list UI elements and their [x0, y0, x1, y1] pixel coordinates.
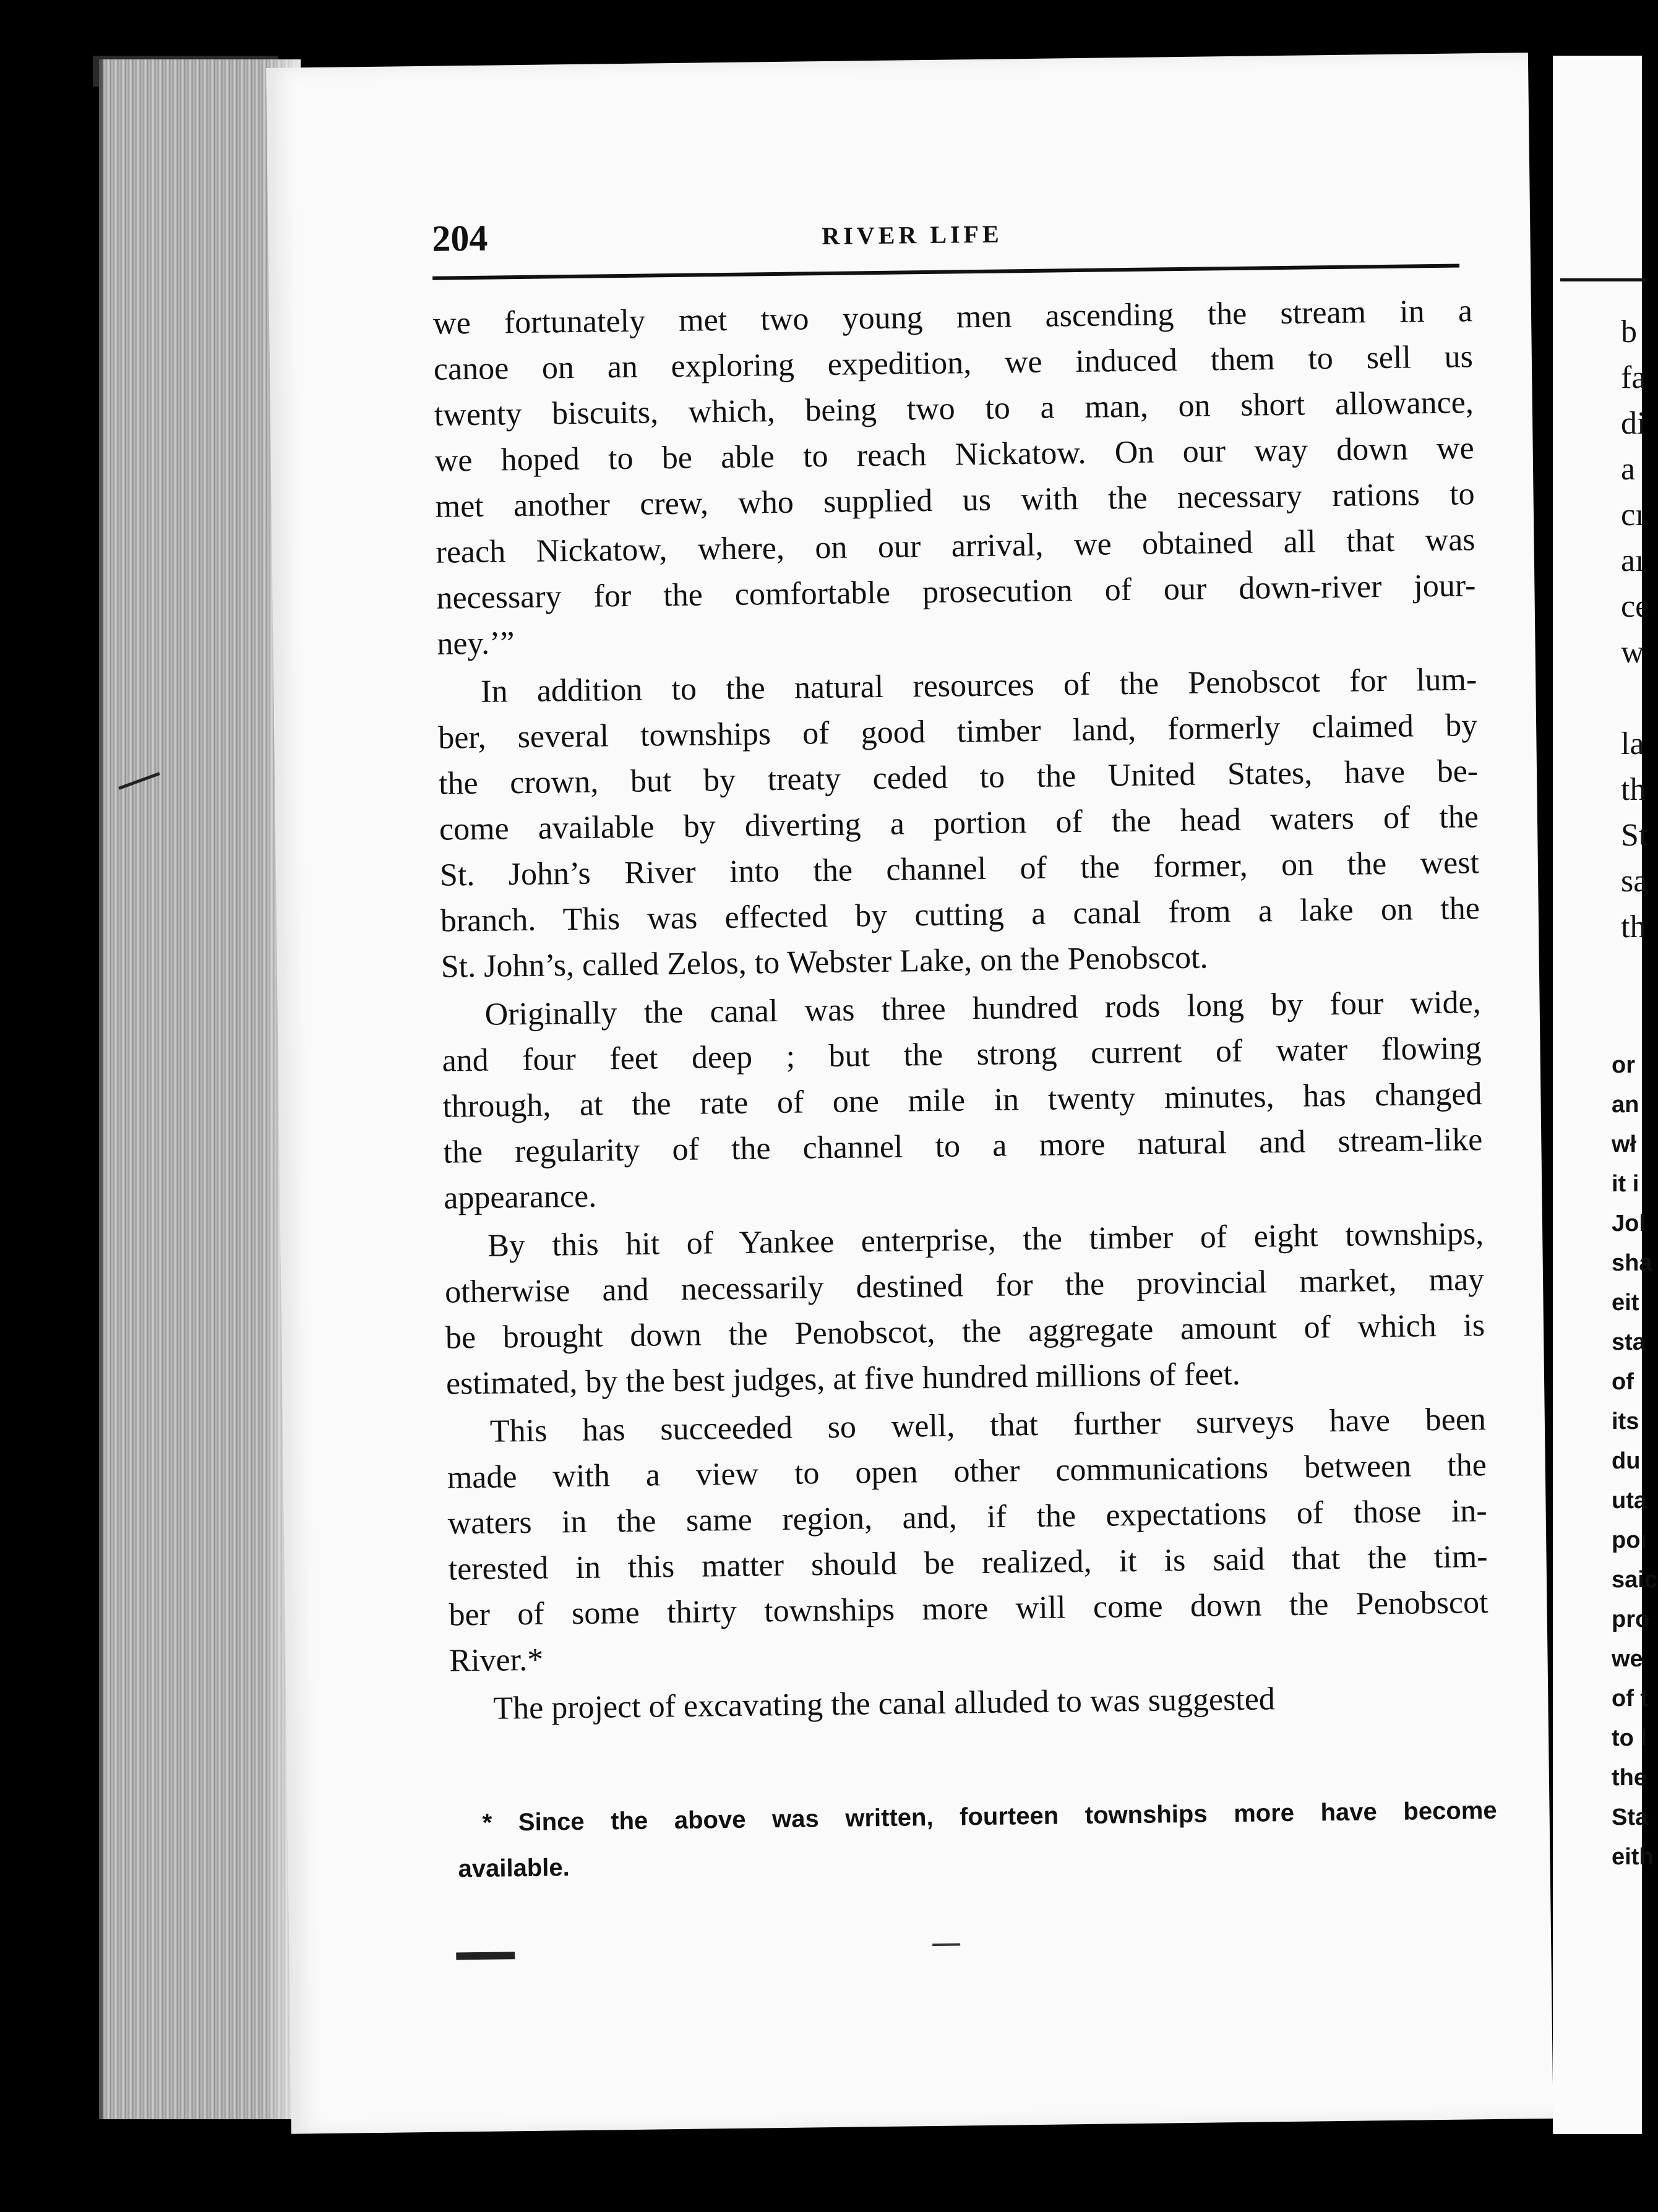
- facing-footnote-fragment: sha: [1612, 1250, 1652, 1276]
- facing-footnote-fragments: [1612, 1045, 1657, 1877]
- paragraph: [437, 657, 1480, 990]
- facing-footnote-fragment: uta: [1612, 1488, 1647, 1514]
- facing-text-fragment: th: [1621, 909, 1646, 945]
- text-line: reach Nickatow, where, on our arrival, we obtained all that was: [436, 522, 1475, 570]
- text-line: canoe on an exploring expedition, we induced them to sell us: [433, 339, 1474, 387]
- text-line: estimated, by the best judges, at five hundred millions of feet.: [445, 1356, 1241, 1402]
- facing-footnote-fragment: du: [1612, 1448, 1641, 1474]
- facing-footnote-fragment: sta: [1612, 1329, 1646, 1355]
- facing-footnote-fragment: eith: [1612, 1844, 1654, 1870]
- text-line: In addition to the natural resources of the Penobscot for lum-: [480, 662, 1477, 709]
- facing-footnote-fragment: Jol: [1612, 1211, 1646, 1237]
- facing-body-fragments: [1621, 309, 1658, 950]
- footnote-line: available.: [458, 1854, 570, 1883]
- text-line: come available by diverting a portion of the head waters of the: [439, 799, 1479, 847]
- text-line: made with a view to open other communications between the: [447, 1447, 1487, 1496]
- text-line: be brought down the Penobscot, the aggregate amount of which is: [445, 1308, 1485, 1356]
- footnote: [457, 1791, 1498, 1896]
- facing-footnote-fragment: of: [1612, 1369, 1634, 1395]
- paragraph: [450, 1674, 1490, 1733]
- text-line: waters in the same region, and, if the expectations of those in-: [447, 1493, 1487, 1541]
- text-line: ney.’”: [437, 625, 515, 662]
- text-line: River.*: [449, 1642, 544, 1679]
- facing-text-fragment: cı: [1621, 497, 1644, 533]
- text-line: the crown, but by treaty ceded to the United States, have be-: [438, 753, 1479, 802]
- text-line: This has succeeded so well, that further surveys have been: [489, 1402, 1487, 1449]
- facing-text-fragment: th: [1621, 772, 1646, 807]
- text-line: terested in this matter should be realized, it is said that the tim-: [448, 1539, 1488, 1587]
- text-line: St. John’s, called Zelos, to Webster Lake, on the Penobscot.: [440, 940, 1208, 985]
- left-page: [266, 53, 1553, 2134]
- footnote-line: * Since the above was written, fourteen townships more have become: [482, 1796, 1497, 1837]
- facing-text-fragment: di: [1621, 406, 1646, 441]
- facing-text-fragment: St: [1621, 818, 1648, 853]
- facing-footnote-fragment: or: [1612, 1052, 1635, 1078]
- facing-text-fragment: sa: [1621, 864, 1648, 899]
- text-line: the regularity of the channel to a more natural and stream-like: [443, 1122, 1483, 1170]
- page-number: 204: [431, 217, 488, 259]
- facing-footnote-fragment: eit: [1612, 1290, 1639, 1316]
- facing-text-fragment: w: [1621, 635, 1644, 670]
- facing-text-fragment: b: [1621, 314, 1637, 349]
- text-line: branch. This was effected by cutting a canal from a lake on the: [440, 891, 1480, 939]
- facing-footnote-fragment: poı: [1612, 1527, 1647, 1553]
- text-line: appearance.: [443, 1178, 597, 1216]
- text-line: we hoped to be able to reach Nickatow. On our way down we: [434, 431, 1475, 479]
- facing-footnote-fragment: it i: [1612, 1171, 1639, 1197]
- text-line: The project of excavating the canal alluded to was suggested: [493, 1681, 1276, 1726]
- text-line: and four feet deep ; but the strong current of water flowing: [442, 1031, 1482, 1079]
- paragraph: [447, 1397, 1489, 1684]
- facing-text-fragment: [1621, 675, 1658, 721]
- text-line: otherwise and necessarily destined for the provincial market, may: [444, 1262, 1485, 1310]
- facing-text-fragment: aı: [1621, 543, 1644, 578]
- facing-text-fragment: la: [1621, 726, 1644, 761]
- facing-footnote-fragment: Sta: [1612, 1804, 1649, 1830]
- facing-footnote-fragment: we: [1612, 1646, 1643, 1672]
- paragraph: [441, 980, 1483, 1221]
- text-line: ber, several townships of good timber land, formerly claimed by: [437, 708, 1478, 756]
- text-line: twenty biscuits, which, being two to a man, on short allowance,: [434, 385, 1474, 433]
- printer-mark: [456, 1952, 515, 1960]
- text-line: necessary for the comfortable prosecution of our down-river jour-: [436, 568, 1476, 616]
- facing-footnote-fragment: an: [1612, 1092, 1639, 1118]
- body-text: [433, 288, 1490, 1732]
- text-line: through, at the rate of one mile in twenty minutes, has changed: [442, 1076, 1482, 1125]
- text-line: we fortunately met two young men ascending the stream in a: [432, 293, 1473, 341]
- text-line: Originally the canal was three hundred rods long by four wide,: [484, 985, 1481, 1032]
- facing-text-fragment: ce: [1621, 589, 1650, 624]
- facing-footnote-fragment: saic: [1612, 1567, 1657, 1593]
- facing-footnote-fragment: the: [1612, 1765, 1647, 1791]
- text-line: met another crew, who supplied us with the necessary rations to: [435, 476, 1475, 525]
- text-line: St. John’s River into the channel of the former, on the west: [439, 845, 1480, 893]
- facing-text-fragment: fa: [1621, 360, 1646, 395]
- text-line: By this hit of Yankee enterprise, the timber of eight townships,: [487, 1216, 1484, 1264]
- paragraph: [433, 288, 1477, 667]
- paragraph: [444, 1211, 1485, 1407]
- facing-footnote-fragment: its: [1612, 1408, 1639, 1434]
- facing-text-fragment: a: [1621, 452, 1636, 487]
- facing-page-edge: [1553, 56, 1657, 2134]
- running-head: RIVER LIFE: [822, 220, 1003, 251]
- bottom-dash: [932, 1944, 960, 1947]
- facing-footnote-fragment: to l: [1612, 1725, 1647, 1751]
- facing-footnote-fragment: pro: [1612, 1606, 1650, 1632]
- facing-footnote-fragment: wł: [1612, 1131, 1637, 1157]
- facing-footnote-fragment: of t: [1612, 1686, 1649, 1712]
- text-line: ber of some thirty townships more will come down the Penobscot: [449, 1585, 1488, 1633]
- facing-header-rule: [1560, 278, 1647, 281]
